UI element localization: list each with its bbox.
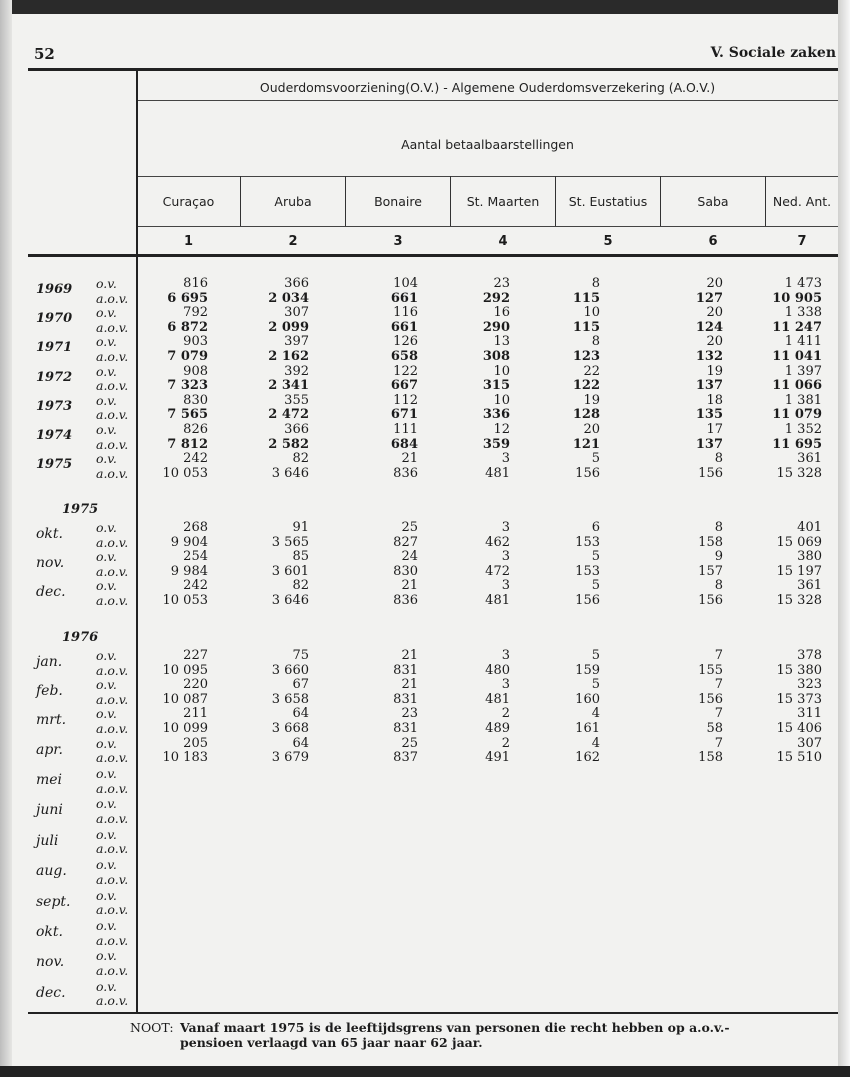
row-period-label: 1972 [36, 369, 73, 385]
table-cell: 336 [482, 407, 510, 423]
column-header: Saba [697, 194, 729, 209]
row-period-label: mei [36, 772, 63, 788]
table-cell: 3 [501, 451, 510, 467]
table-cell: 19 [706, 363, 723, 379]
table-bottom-rule [28, 1012, 838, 1014]
table-cell: 122 [572, 378, 600, 394]
footnote-key: NOOT: [130, 1020, 174, 1035]
table-cell: 366 [284, 276, 309, 291]
section-title: V. Sociale zaken [710, 45, 836, 61]
table-cell: 792 [183, 305, 208, 321]
year-label: 1975 [62, 502, 99, 517]
table-cell: 111 [393, 422, 418, 437]
row-type-label: o.v. [96, 735, 117, 751]
table-cell: 491 [485, 750, 510, 766]
table-cell: 23 [493, 276, 510, 291]
table-cell: 908 [183, 363, 208, 379]
table-cell: 311 [797, 706, 822, 722]
table-cell: 24 [401, 549, 418, 565]
row-type-label: a.o.v. [96, 290, 129, 306]
table-cell: 3 658 [271, 691, 309, 707]
table-cell: 18 [706, 392, 723, 408]
table-cell: 4 [591, 706, 600, 722]
table-cell: 156 [575, 465, 600, 481]
table-cell: 3 601 [271, 563, 309, 579]
table-cell: 831 [393, 691, 418, 707]
footnote-line-2: pensioen verlaagd van 65 jaar naar 62 jaar. [180, 1035, 483, 1050]
row-period-label: 1971 [36, 340, 73, 356]
column-number: 1 [183, 234, 194, 249]
table-cell: 366 [284, 422, 309, 437]
table-cell: 392 [284, 363, 309, 379]
row-type-label: o.v. [96, 887, 117, 903]
table-cell: 20 [706, 334, 723, 350]
table-cell: 126 [393, 334, 418, 350]
table-cell: 162 [575, 750, 600, 766]
row-period-label: feb. [36, 683, 63, 700]
table-cell: 91 [292, 520, 309, 535]
row-type-label: o.v. [96, 796, 117, 812]
table-cell: 15 069 [776, 534, 822, 550]
row-type-label: o.v. [96, 422, 117, 437]
table-cell: 307 [797, 735, 822, 751]
table-cell: 9 904 [170, 534, 208, 550]
row-type-label: o.v. [96, 677, 117, 693]
row-period-label: dec. [36, 584, 66, 601]
table-cell: 121 [572, 436, 600, 452]
header-bottom-rule [28, 254, 838, 257]
table-cell: 481 [485, 691, 510, 707]
table-cell: 135 [695, 407, 723, 423]
table-cell: 124 [695, 319, 723, 335]
table-cell: 20 [583, 422, 600, 437]
row-type-label: a.o.v. [96, 721, 129, 736]
table-cell: 132 [695, 349, 723, 364]
table-cell: 9 984 [170, 563, 208, 579]
row-type-label: a.o.v. [96, 534, 129, 550]
table-cell: 361 [797, 451, 822, 467]
row-type-label: a.o.v. [96, 662, 129, 678]
table-cell: 667 [390, 378, 418, 394]
table-cell: 8 [714, 520, 723, 535]
table-cell: 7 [714, 706, 723, 722]
row-period-label: nov. [36, 555, 65, 572]
table-cell: 22 [583, 363, 600, 379]
column-number: 6 [708, 234, 718, 249]
table-cell: 17 [706, 422, 723, 437]
table-cell: 3 [501, 677, 510, 693]
row-type-label: a.o.v. [96, 319, 129, 335]
row-type-label: a.o.v. [96, 750, 129, 766]
table-title: Ouderdomsvoorziening(O.V.) - Algemene Ouderdomsverzekering (A.O.V.) [259, 80, 716, 95]
table-cell: 254 [183, 549, 208, 565]
table-cell: 8 [591, 334, 600, 350]
row-type-label: a.o.v. [96, 993, 129, 1009]
column-number: 2 [288, 234, 298, 249]
table-cell: 25 [401, 520, 418, 535]
table-cell: 5 [591, 648, 600, 663]
table-cell: 3 646 [271, 465, 309, 481]
table-cell: 227 [183, 648, 208, 663]
table-cell: 5 [591, 578, 600, 594]
column-header: St. Eustatius [568, 194, 648, 209]
table-cell: 15 328 [776, 593, 822, 608]
footnote-line-1: Vanaf maart 1975 is de leeftijdsgrens van personen die recht hebben op a.o.v.- [180, 1020, 730, 1035]
table-cell: 308 [482, 349, 510, 364]
scan-right-edge [838, 0, 850, 1077]
row-period-label: 1973 [36, 398, 73, 414]
table-cell: 7 [714, 735, 723, 751]
row-type-label: a.o.v. [96, 932, 129, 948]
column-header: Curaçao [162, 194, 215, 209]
table-cell: 2 099 [268, 319, 309, 335]
table-cell: 137 [695, 378, 723, 394]
table-cell: 15 380 [776, 662, 822, 678]
table-cell: 826 [183, 422, 208, 437]
row-period-label: mrt. [36, 712, 67, 729]
table-cell: 158 [698, 534, 723, 550]
table-cell: 5 [591, 451, 600, 467]
table-cell: 116 [393, 305, 418, 321]
table-cell: 205 [183, 735, 208, 751]
table-cell: 7 [714, 677, 723, 693]
table-cell: 2 [501, 735, 510, 751]
table-cell: 155 [698, 662, 723, 678]
row-type-label: o.v. [96, 305, 117, 321]
table-cell: 2 034 [268, 290, 309, 306]
table-cell: 10 183 [162, 750, 208, 766]
table-cell: 115 [572, 319, 600, 335]
table-cell: 2 162 [268, 349, 309, 364]
table-cell: 242 [183, 578, 208, 594]
table-cell: 10 905 [772, 290, 822, 306]
row-period-label: nov. [36, 954, 65, 971]
year-label: 1976 [62, 630, 99, 645]
table-cell: 307 [284, 305, 309, 321]
table-cell: 315 [482, 378, 510, 394]
table-cell: 75 [292, 648, 309, 663]
table-cell: 23 [401, 706, 418, 722]
table-cell: 10 [493, 363, 510, 379]
row-type-label: o.v. [96, 948, 117, 964]
row-period-label: 1969 [36, 282, 73, 297]
row-period-label: juli [36, 832, 59, 849]
column-header: St. Maarten [466, 194, 540, 209]
table-cell: 20 [706, 276, 723, 291]
table-top-rule [28, 68, 838, 71]
table-cell: 58 [706, 721, 723, 736]
row-type-label: o.v. [96, 520, 117, 535]
table-cell: 13 [493, 334, 510, 350]
table-cell: 3 [501, 549, 510, 565]
table-cell: 137 [695, 436, 723, 452]
table-cell: 21 [401, 648, 418, 663]
table-cell: 3 679 [271, 750, 309, 766]
row-type-label: a.o.v. [96, 902, 129, 918]
scan-left-edge [0, 0, 12, 1077]
row-period-label: 1970 [36, 311, 73, 327]
table-cell: 401 [797, 520, 822, 535]
table-cell: 153 [575, 534, 600, 550]
table-cell: 355 [284, 392, 309, 408]
table-cell: 7 565 [167, 407, 208, 423]
table-cell: 3 646 [271, 593, 309, 608]
row-period-label: okt. [36, 526, 63, 542]
table-cell: 1 411 [784, 334, 822, 350]
table-cell: 3 668 [271, 721, 309, 736]
table-cell: 19 [583, 392, 600, 408]
row-type-label: a.o.v. [96, 841, 129, 857]
table-cell: 2 [501, 706, 510, 722]
row-type-label: a.o.v. [96, 407, 129, 423]
row-type-label: o.v. [96, 826, 117, 842]
table-cell: 25 [401, 735, 418, 751]
footnote [130, 1020, 730, 1050]
table-cell: 161 [575, 721, 600, 736]
table-cell: 2 472 [268, 407, 309, 423]
table-cell: 10 099 [162, 721, 208, 736]
row-period-label: 1975 [36, 457, 73, 473]
row-type-label: a.o.v. [96, 378, 129, 394]
table-cell: 156 [698, 593, 723, 608]
table-cell: 8 [714, 451, 723, 467]
table-cell: 816 [183, 276, 208, 291]
table-cell: 290 [482, 319, 510, 335]
row-type-label: o.v. [96, 918, 117, 933]
table-cell: 671 [390, 407, 418, 423]
row-type-label: o.v. [96, 363, 117, 379]
table-cell: 10 053 [162, 465, 208, 481]
row-period-label: aug. [36, 863, 67, 880]
table-cell: 1 352 [784, 422, 822, 437]
row-type-label: o.v. [96, 978, 117, 994]
row-type-label: a.o.v. [96, 963, 129, 978]
table-cell: 10 053 [162, 593, 208, 608]
table-cell: 158 [698, 750, 723, 766]
table-cell: 481 [485, 465, 510, 481]
table-cell: 211 [183, 706, 208, 722]
row-type-label: o.v. [96, 766, 117, 781]
table-cell: 10 087 [162, 691, 208, 707]
table-cell: 323 [797, 677, 822, 693]
header-rule-3 [137, 226, 838, 227]
row-type-label: a.o.v. [96, 436, 129, 452]
table-cell: 830 [183, 392, 208, 408]
table-cell: 82 [292, 451, 309, 467]
table-cell: 21 [401, 451, 418, 467]
table-cell: 6 872 [167, 319, 208, 335]
table-cell: 836 [393, 593, 418, 608]
row-type-label: o.v. [96, 549, 117, 565]
table-cell: 156 [698, 465, 723, 481]
row-period-label: 1974 [36, 428, 73, 443]
row-type-label: o.v. [96, 334, 117, 350]
table-cell: 122 [393, 363, 418, 379]
table-cell: 11 041 [772, 349, 822, 364]
table-cell: 361 [797, 578, 822, 594]
table-cell: 6 [591, 520, 600, 535]
row-period-label: jan. [36, 654, 63, 670]
table-cell: 11 247 [772, 319, 822, 335]
table-cell: 2 341 [268, 378, 309, 394]
table-cell: 3 [501, 578, 510, 594]
table-cell: 7 812 [167, 436, 208, 452]
table-cell: 3 [501, 648, 510, 663]
table-cell: 658 [390, 349, 418, 364]
table-cell: 15 510 [776, 750, 822, 766]
table-cell: 242 [183, 451, 208, 467]
row-type-label: o.v. [96, 276, 117, 291]
table-cell: 10 095 [162, 662, 208, 678]
table-cell: 8 [591, 276, 600, 291]
table-cell: 481 [485, 593, 510, 608]
table-cell: 268 [183, 520, 208, 535]
table-cell: 104 [393, 276, 418, 291]
table-cell: 11 066 [772, 378, 822, 394]
table-cell: 15 373 [776, 691, 822, 707]
table-cell: 10 [583, 305, 600, 321]
row-type-label: a.o.v. [96, 780, 129, 796]
table-cell: 64 [292, 706, 309, 722]
row-type-label: a.o.v. [96, 349, 129, 364]
table-cell: 10 [493, 392, 510, 408]
table-cell: 661 [390, 290, 418, 306]
table-cell: 15 328 [776, 465, 822, 481]
row-period-label: juni [36, 802, 63, 819]
column-number: 3 [393, 234, 403, 249]
table-cell: 903 [183, 334, 208, 350]
row-type-label: a.o.v. [96, 465, 129, 481]
table-cell: 82 [292, 578, 309, 594]
table-subtitle: Aantal betaalbaarstellingen [401, 137, 574, 152]
row-type-label: o.v. [96, 857, 117, 873]
row-type-label: o.v. [96, 706, 117, 722]
table-cell: 156 [698, 691, 723, 707]
table-cell: 67 [292, 677, 309, 693]
table-cell: 156 [575, 593, 600, 608]
table-cell: 831 [393, 721, 418, 736]
table-cell: 15 406 [776, 721, 822, 736]
page-number: 52 [34, 45, 55, 63]
table-cell: 1 397 [784, 363, 822, 379]
table-cell: 7 [714, 648, 723, 663]
table-cell: 115 [572, 290, 600, 306]
column-header: Bonaire [374, 194, 422, 209]
row-type-label: a.o.v. [96, 563, 129, 579]
table-cell: 157 [698, 563, 723, 579]
table-cell: 837 [393, 750, 418, 766]
table-cell: 397 [284, 334, 309, 350]
row-type-label: o.v. [96, 648, 117, 663]
table-cell: 159 [575, 662, 600, 678]
table-cell: 4 [591, 735, 600, 751]
scan-bottom-edge [0, 1066, 850, 1077]
row-type-label: o.v. [96, 392, 117, 408]
table-cell: 7 079 [167, 349, 208, 364]
table-cell: 831 [393, 662, 418, 678]
row-period-label: sept. [36, 893, 71, 910]
table-cell: 1 473 [784, 276, 822, 291]
table-cell: 127 [695, 290, 723, 306]
table-cell: 11 079 [772, 407, 822, 423]
table-cell: 472 [485, 563, 510, 579]
table-cell: 3 565 [271, 534, 309, 550]
row-period-label: dec. [36, 984, 66, 1001]
table-cell: 5 [591, 549, 600, 565]
row-period-label: okt. [36, 924, 63, 940]
table-cell: 9 [714, 549, 723, 565]
table-cell: 2 582 [268, 436, 309, 452]
table-cell: 489 [485, 721, 510, 736]
table-cell: 359 [482, 436, 510, 452]
column-header: Aruba [274, 194, 312, 209]
table-cell: 21 [401, 578, 418, 594]
table-cell: 112 [393, 392, 418, 408]
table-cell: 21 [401, 677, 418, 693]
row-type-label: a.o.v. [96, 811, 129, 826]
column-number: 7 [797, 234, 807, 249]
table-cell: 1 381 [784, 392, 822, 408]
table-cell: 8 [714, 578, 723, 594]
table-cell: 160 [575, 691, 600, 707]
column-header: Ned. Ant. [772, 194, 832, 209]
table-cell: 123 [572, 349, 600, 364]
table-cell: 6 695 [167, 290, 208, 306]
table-cell: 836 [393, 465, 418, 481]
table-cell: 462 [485, 534, 510, 550]
table-cell: 20 [706, 305, 723, 321]
table-cell: 661 [390, 319, 418, 335]
table-cell: 16 [493, 305, 510, 321]
row-type-label: o.v. [96, 451, 117, 467]
table-cell: 15 197 [776, 563, 822, 579]
table-cell: 128 [572, 407, 600, 423]
row-type-label: a.o.v. [96, 871, 129, 887]
table-cell: 64 [292, 735, 309, 751]
table-cell: 480 [485, 662, 510, 678]
row-type-label: o.v. [96, 578, 117, 594]
table-cell: 7 323 [167, 378, 208, 394]
row-type-label: a.o.v. [96, 691, 129, 707]
table-cell: 3 660 [271, 662, 309, 678]
column-number: 5 [603, 234, 613, 249]
row-type-label: a.o.v. [96, 593, 129, 608]
column-number: 4 [498, 234, 508, 249]
header-rule-1 [137, 100, 838, 101]
table-cell: 85 [292, 549, 309, 565]
header-rule-2 [137, 176, 838, 177]
table-cell: 684 [390, 436, 418, 452]
table-cell: 3 [501, 520, 510, 535]
table-cell: 12 [493, 422, 510, 437]
table-cell: 5 [591, 677, 600, 693]
table-cell: 220 [183, 677, 208, 693]
table-cell: 11 695 [772, 436, 822, 452]
table-cell: 827 [393, 534, 418, 550]
table-cell: 292 [482, 290, 510, 306]
table-cell: 153 [575, 563, 600, 579]
table-cell: 380 [797, 549, 822, 565]
row-period-label: apr. [36, 741, 63, 758]
table-cell: 378 [797, 648, 822, 663]
table-cell: 1 338 [784, 305, 822, 321]
table-cell: 830 [393, 563, 418, 579]
scan-top-edge [0, 0, 850, 14]
